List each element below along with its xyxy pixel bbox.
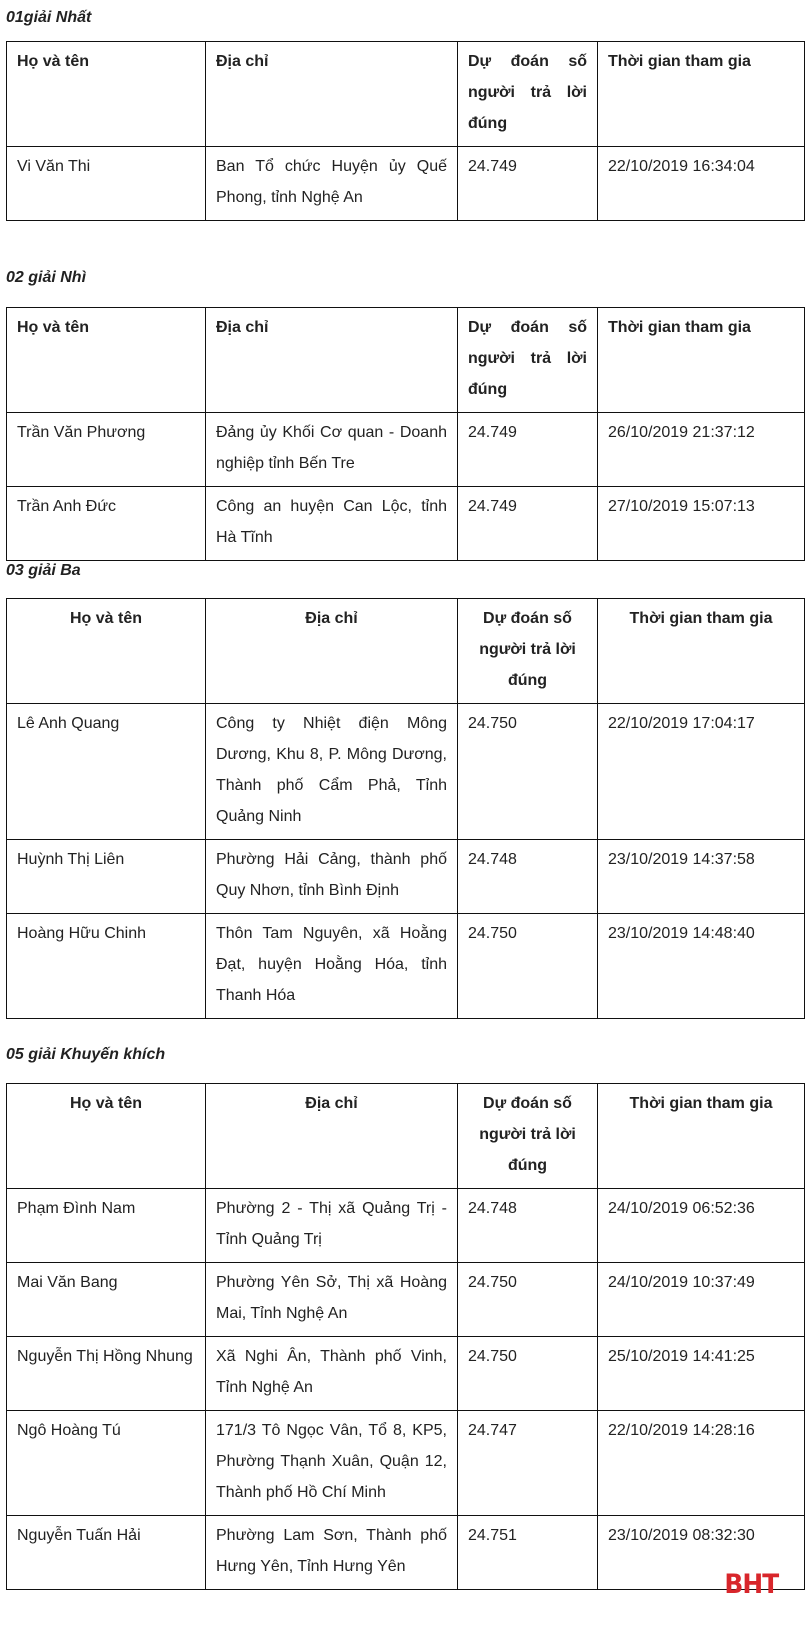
table-row xyxy=(7,147,805,221)
cell-time: 26/10/2019 21:37:12 xyxy=(598,413,805,487)
table-row xyxy=(7,704,805,840)
header-prediction: Dự đoán số người trả lời đúng xyxy=(458,1084,598,1189)
cell-time: 22/10/2019 17:04:17 xyxy=(598,704,805,840)
header-address: Địa chỉ xyxy=(206,42,458,147)
cell-time: 23/10/2019 08:32:30 xyxy=(598,1516,805,1590)
cell-address: Phường 2 - Thị xã Quảng Trị - Tỉnh Quảng Trị xyxy=(206,1189,458,1263)
table-row xyxy=(7,413,805,487)
section-title: 03 giải Ba xyxy=(6,562,81,579)
header-prediction: Dự đoán số người trả lời đúng xyxy=(458,42,598,147)
header-address: Địa chỉ xyxy=(206,599,458,704)
cell-name: Lê Anh Quang xyxy=(7,704,206,840)
cell-time: 22/10/2019 16:34:04 xyxy=(598,147,805,221)
header-address: Địa chỉ xyxy=(206,1084,458,1189)
cell-time: 23/10/2019 14:37:58 xyxy=(598,840,805,914)
table-row xyxy=(7,1516,805,1590)
table-header-row xyxy=(7,599,805,704)
cell-name: Nguyễn Tuấn Hải xyxy=(7,1516,206,1590)
cell-address: 171/3 Tô Ngọc Vân, Tổ 8, KP5, Phường Thạnh Xuân, Quận 12, Thành phố Hồ Chí Minh xyxy=(206,1411,458,1516)
cell-time: 27/10/2019 15:07:13 xyxy=(598,487,805,561)
header-name: Họ và tên xyxy=(7,42,206,147)
cell-prediction: 24.750 xyxy=(458,914,598,1019)
cell-name: Trần Văn Phương xyxy=(7,413,206,487)
cell-address: Phường Yên Sở, Thị xã Hoàng Mai, Tỉnh Nghệ An xyxy=(206,1263,458,1337)
cell-name: Vi Văn Thi xyxy=(7,147,206,221)
cell-prediction: 24.748 xyxy=(458,1189,598,1263)
cell-address: Phường Lam Sơn, Thành phố Hưng Yên, Tỉnh Hưng Yên xyxy=(206,1516,458,1590)
header-time: Thời gian tham gia xyxy=(598,599,805,704)
cell-prediction: 24.747 xyxy=(458,1411,598,1516)
bht-logo: BHT xyxy=(724,1569,779,1600)
table-header-row xyxy=(7,1084,805,1189)
cell-address: Công ty Nhiệt điện Mông Dương, Khu 8, P. Mông Dương, Thành phố Cẩm Phả, Tỉnh Quảng Ninh xyxy=(206,704,458,840)
cell-prediction: 24.749 xyxy=(458,413,598,487)
cell-prediction: 24.748 xyxy=(458,840,598,914)
cell-name: Nguyễn Thị Hồng Nhung xyxy=(7,1337,206,1411)
cell-time: 24/10/2019 06:52:36 xyxy=(598,1189,805,1263)
cell-name: Trần Anh Đức xyxy=(7,487,206,561)
section-title: 01giải Nhất xyxy=(6,9,92,26)
table-row xyxy=(7,1411,805,1516)
cell-address: Xã Nghi Ân, Thành phố Vinh, Tỉnh Nghệ An xyxy=(206,1337,458,1411)
cell-time: 22/10/2019 14:28:16 xyxy=(598,1411,805,1516)
section-title: 02 giải Nhì xyxy=(6,269,87,286)
table-header-row xyxy=(7,42,805,147)
cell-name: Phạm Đình Nam xyxy=(7,1189,206,1263)
prize-table-encouragement xyxy=(6,1083,805,1590)
cell-address: Đảng ủy Khối Cơ quan - Doanh nghiệp tỉnh Bến Tre xyxy=(206,413,458,487)
cell-address: Ban Tổ chức Huyện ủy Quế Phong, tỉnh Nghệ An xyxy=(206,147,458,221)
cell-time: 25/10/2019 14:41:25 xyxy=(598,1337,805,1411)
table-row xyxy=(7,840,805,914)
table-row xyxy=(7,487,805,561)
table-row xyxy=(7,1337,805,1411)
cell-prediction: 24.750 xyxy=(458,704,598,840)
cell-prediction: 24.749 xyxy=(458,487,598,561)
cell-name: Ngô Hoàng Tú xyxy=(7,1411,206,1516)
header-name: Họ và tên xyxy=(7,308,206,413)
table-row xyxy=(7,1263,805,1337)
header-prediction: Dự đoán số người trả lời đúng xyxy=(458,599,598,704)
cell-name: Hoàng Hữu Chinh xyxy=(7,914,206,1019)
cell-prediction: 24.750 xyxy=(458,1263,598,1337)
cell-address: Phường Hải Cảng, thành phố Quy Nhơn, tỉnh Bình Định xyxy=(206,840,458,914)
header-name: Họ và tên xyxy=(7,1084,206,1189)
cell-address: Công an huyện Can Lộc, tỉnh Hà Tĩnh xyxy=(206,487,458,561)
cell-name: Mai Văn Bang xyxy=(7,1263,206,1337)
prize-table-third xyxy=(6,598,805,1019)
cell-time: 24/10/2019 10:37:49 xyxy=(598,1263,805,1337)
header-name: Họ và tên xyxy=(7,599,206,704)
table-header-row xyxy=(7,308,805,413)
header-prediction: Dự đoán số người trả lời đúng xyxy=(458,308,598,413)
table-row xyxy=(7,1189,805,1263)
table-row xyxy=(7,914,805,1019)
section-title: 05 giải Khuyến khích xyxy=(6,1046,166,1063)
cell-address: Thôn Tam Nguyên, xã Hoằng Đạt, huyện Hoằng Hóa, tỉnh Thanh Hóa xyxy=(206,914,458,1019)
cell-name: Huỳnh Thị Liên xyxy=(7,840,206,914)
header-time: Thời gian tham gia xyxy=(598,308,805,413)
cell-prediction: 24.751 xyxy=(458,1516,598,1590)
cell-prediction: 24.750 xyxy=(458,1337,598,1411)
header-time: Thời gian tham gia xyxy=(598,1084,805,1189)
cell-time: 23/10/2019 14:48:40 xyxy=(598,914,805,1019)
cell-prediction: 24.749 xyxy=(458,147,598,221)
header-time: Thời gian tham gia xyxy=(598,42,805,147)
prize-table-second xyxy=(6,307,805,561)
prize-table-first xyxy=(6,41,805,221)
header-address: Địa chỉ xyxy=(206,308,458,413)
